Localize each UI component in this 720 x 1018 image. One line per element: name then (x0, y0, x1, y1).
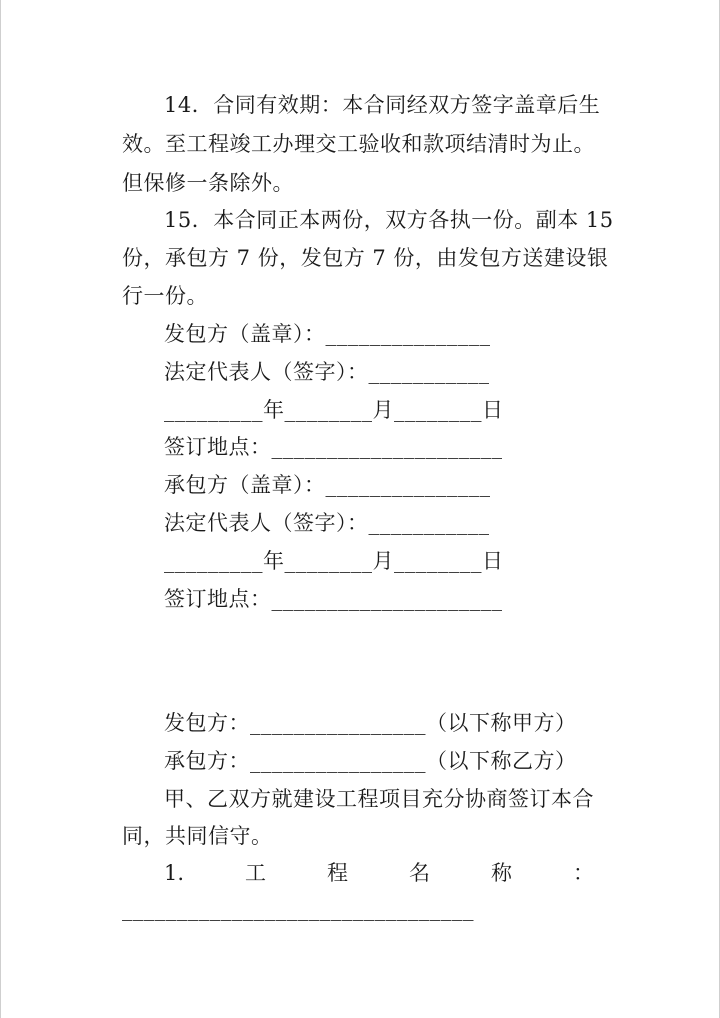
party-b-line: 承包方：________________（以下称乙方） (164, 749, 577, 773)
legal-rep-signature-line-2: 法定代表人（签字）：___________ (164, 511, 490, 535)
signing-place-line-2: 签订地点：_____________________ (164, 587, 503, 611)
item-1-colon: ： (572, 861, 594, 885)
clause-14-line-1: 14．合同有效期：本合同经双方签字盖章后生 (164, 93, 601, 117)
signing-place-line-1: 签订地点：_____________________ (164, 435, 503, 459)
clause-15-line-2: 份，承包方 7 份，发包方 7 份，由发包方送建设银 (122, 246, 609, 270)
item-1-char-cheng2: 称 (490, 861, 512, 885)
clause-14-line-2: 效。至工程竣工办理交工验收和款项结清时为止。 (122, 132, 595, 156)
clause-15-line-3: 行一份。 (122, 284, 208, 308)
item-1-project-name-heading (164, 860, 594, 886)
item-1-char-ming: 名 (409, 861, 430, 885)
clause-14-line-3: 但保修一条除外。 (122, 171, 294, 195)
date-line-2: _________年________月________日 (164, 549, 504, 573)
party-a-line: 发包方：________________（以下称甲方） (164, 711, 577, 735)
date-line-1: _________年________月________日 (164, 398, 504, 422)
page-left-edge (0, 0, 1, 1018)
item-1-char-cheng: 程 (327, 861, 349, 885)
employer-seal-line: 发包方（盖章）：_______________ (164, 322, 491, 346)
intro-line-2: 同，共同信守。 (122, 824, 273, 848)
legal-rep-signature-line-1: 法定代表人（签字）：___________ (164, 360, 490, 384)
item-1-project-name-blank: ________________________________ (122, 897, 474, 921)
contractor-seal-line: 承包方（盖章）：_______________ (164, 473, 491, 497)
item-1-char-gong: 工 (245, 861, 267, 885)
item-1-number: 1. (164, 861, 185, 885)
clause-15-line-1: 15．本合同正本两份，双方各执一份。副本 15 (164, 208, 614, 232)
intro-line-1: 甲、乙双方就建设工程项目充分协商签订本合 (164, 787, 594, 811)
